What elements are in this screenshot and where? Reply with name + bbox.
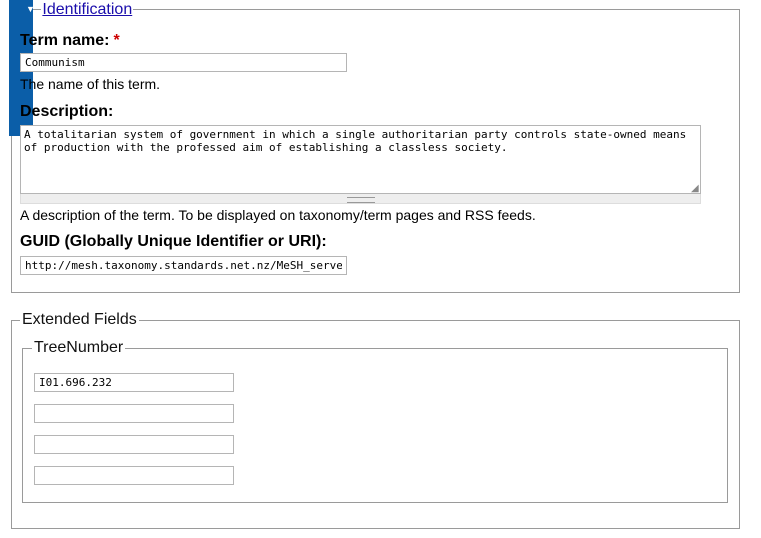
term-name-help: The name of this term. [20,76,161,92]
guid-input[interactable] [20,256,347,275]
treenumber-input-4[interactable] [34,466,234,485]
description-help: A description of the term. To be displayed on taxonomy/term pages and RSS feeds. [20,207,536,223]
resize-corner-icon[interactable]: ◢ [691,183,699,194]
description-label: Description: [20,103,114,120]
collapse-triangle-icon[interactable]: ▼ [26,4,35,14]
treenumber-input-1[interactable] [34,373,234,392]
textarea-resize-grip[interactable] [20,194,701,204]
treenumber-input-2[interactable] [34,404,234,423]
extended-fields-legend: Extended Fields [22,311,137,328]
required-marker: * [113,32,120,49]
description-textarea[interactable] [20,125,701,194]
treenumber-legend: TreeNumber [34,339,124,356]
term-name-label-text: Term name: [20,32,110,49]
grip-lines-icon [347,197,375,203]
identification-legend[interactable] [24,0,135,19]
term-name-label [20,32,120,50]
treenumber-input-3[interactable] [34,435,234,454]
guid-label: GUID (Globally Unique Identifier or URI): [20,233,327,250]
identification-toggle-link[interactable]: Identification [42,1,133,18]
term-name-input[interactable] [20,53,347,72]
